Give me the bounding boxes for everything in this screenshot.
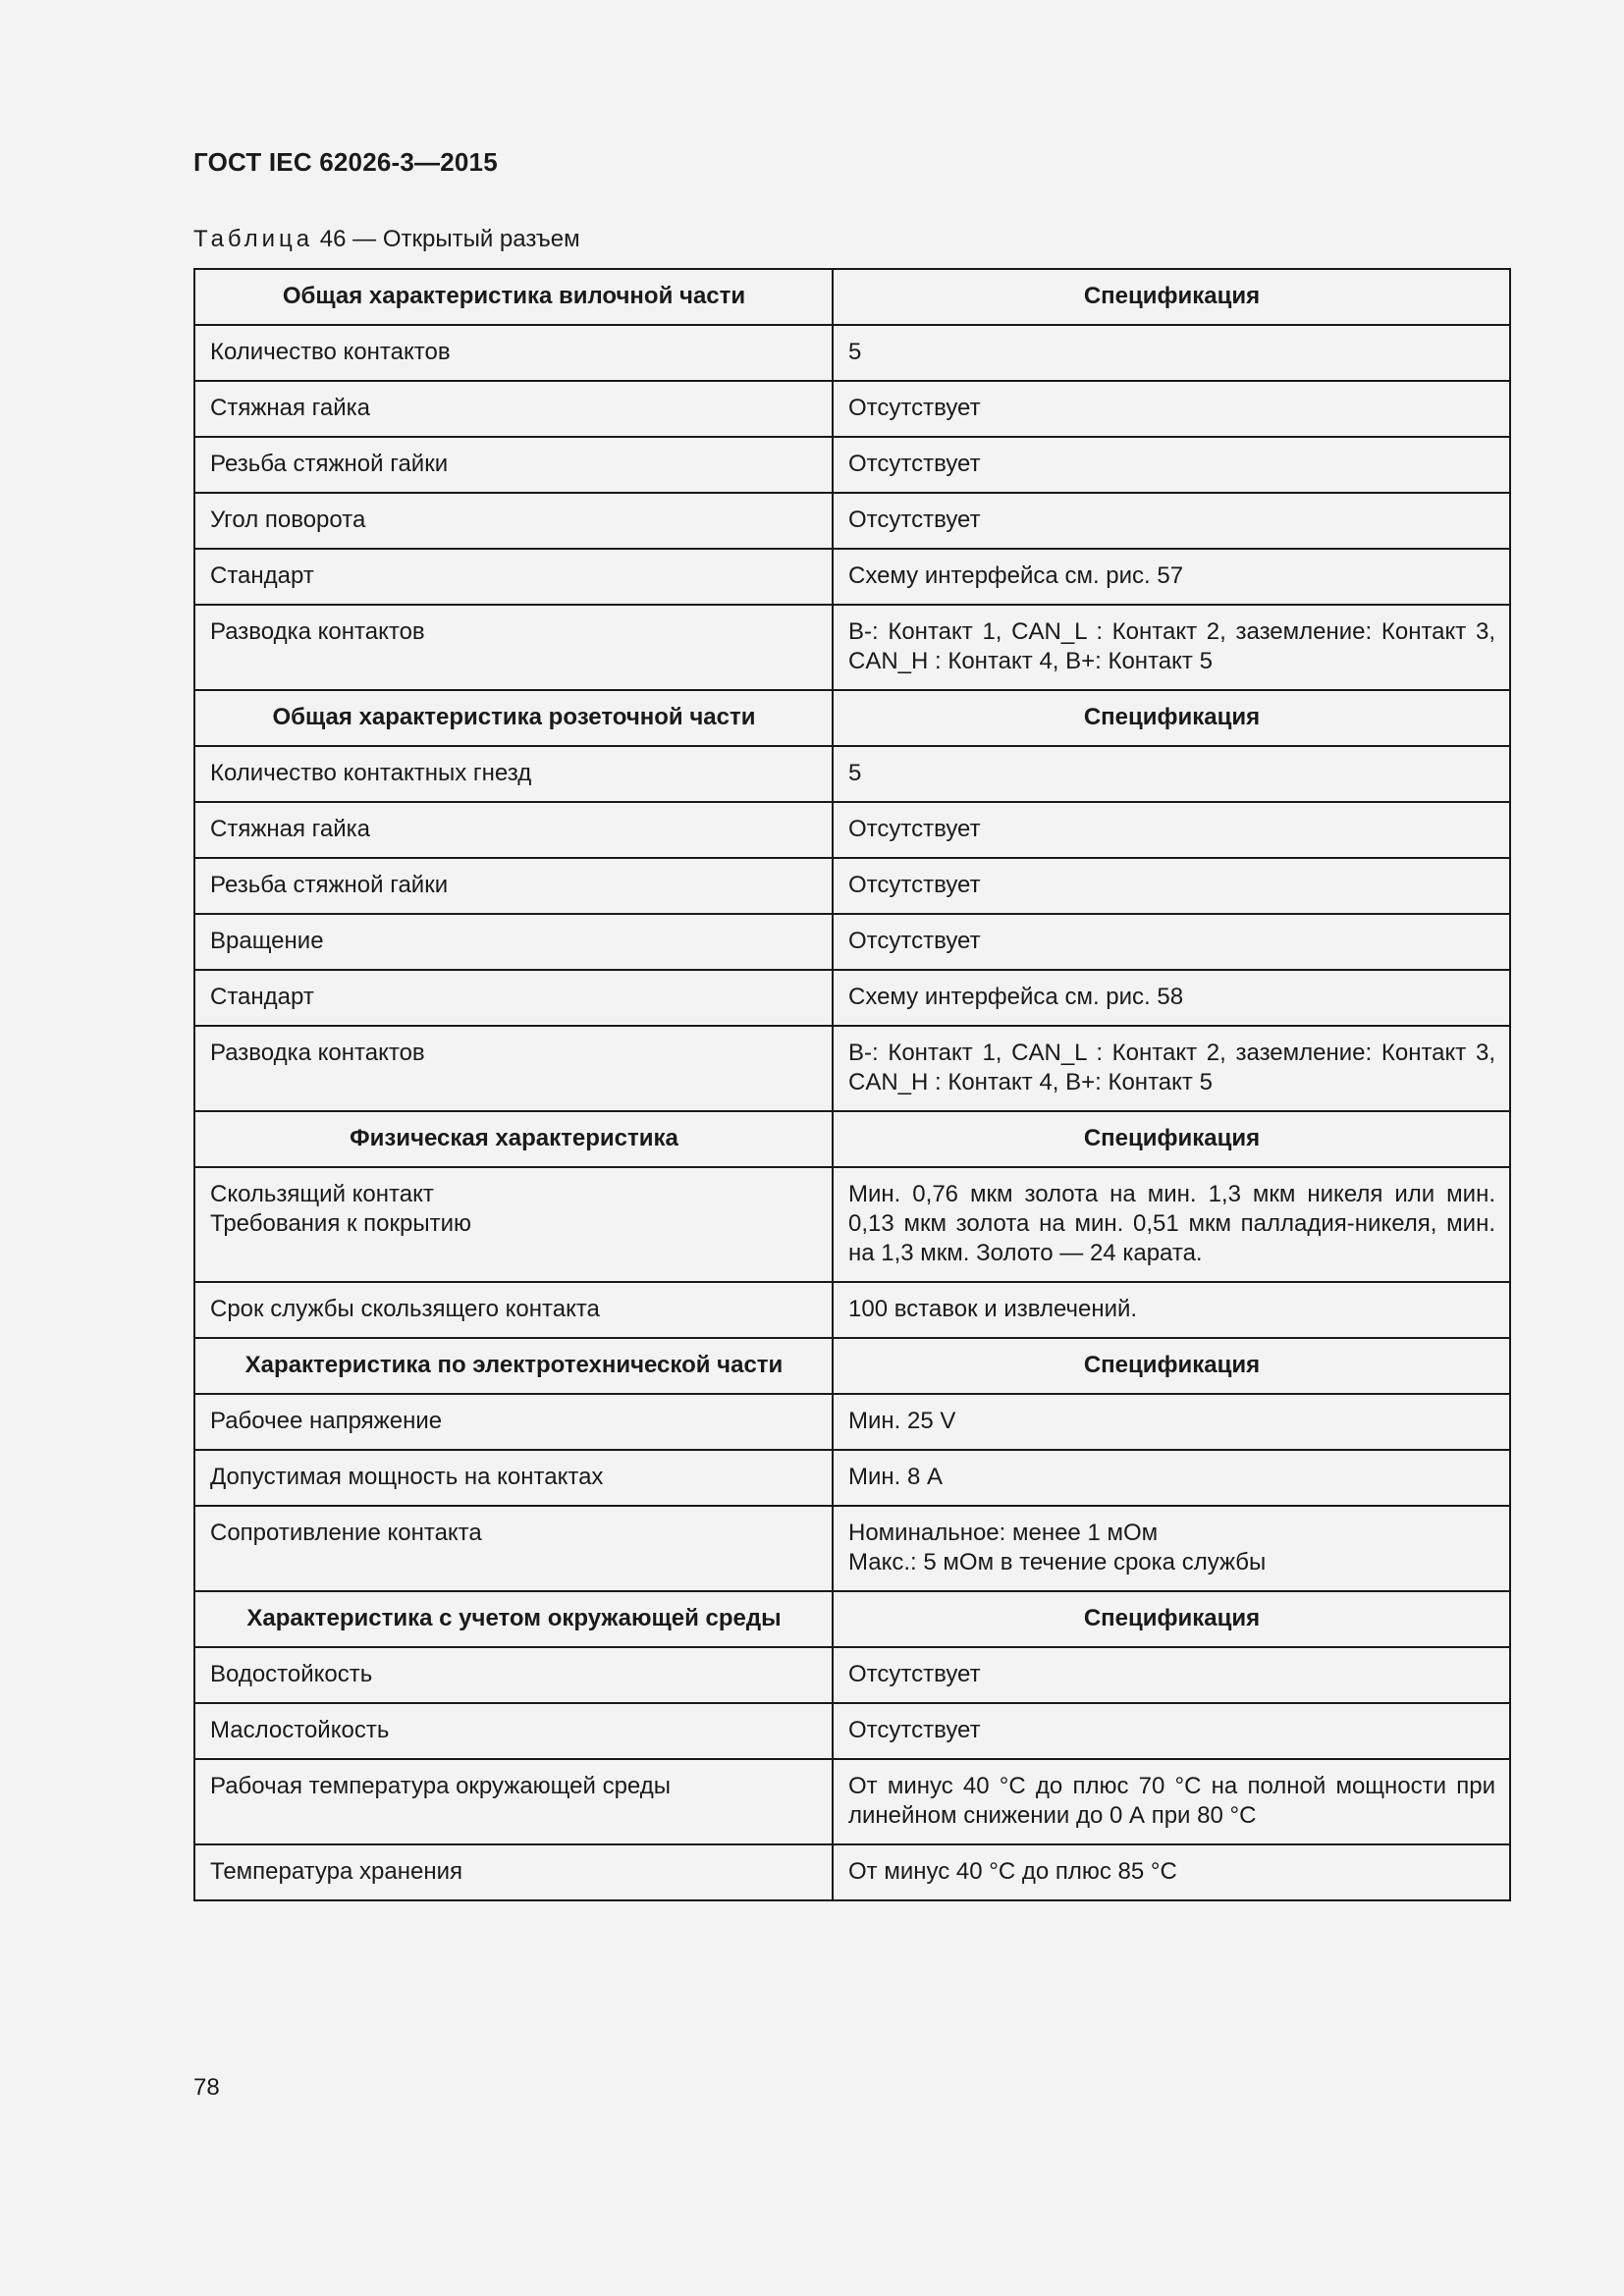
characteristic-cell: Резьба стяжной гайки	[194, 437, 833, 493]
specification-cell: Номинальное: менее 1 мОм Макс.: 5 мОм в течение срока службы	[833, 1506, 1510, 1591]
characteristic-cell: Разводка контактов	[194, 1026, 833, 1111]
spec-table	[193, 268, 1511, 1901]
table-row	[194, 1026, 1510, 1111]
section-spec-heading: Спецификация	[833, 690, 1510, 746]
table-caption-prefix: Таблица	[193, 226, 314, 252]
table-row	[194, 1167, 1510, 1282]
spec-table-body	[194, 269, 1510, 1900]
specification-cell: Отсутствует	[833, 381, 1510, 437]
section-header-row	[194, 690, 1510, 746]
characteristic-cell: Угол поворота	[194, 493, 833, 549]
section-spec-heading: Спецификация	[833, 1111, 1510, 1167]
characteristic-cell: Резьба стяжной гайки	[194, 858, 833, 914]
characteristic-cell: Рабочее напряжение	[194, 1394, 833, 1450]
specification-cell: Мин. 25 V	[833, 1394, 1510, 1450]
specification-cell: Мин. 0,76 мкм золота на мин. 1,3 мкм никеля или мин. 0,13 мкм золота на мин. 0,51 мкм палладия-никеля, мин. на 1,3 мкм. Золото — 24 карата.	[833, 1167, 1510, 1282]
section-heading: Характеристика с учетом окружающей среды	[194, 1591, 833, 1647]
characteristic-cell: Водостойкость	[194, 1647, 833, 1703]
section-heading: Характеристика по электротехнической части	[194, 1338, 833, 1394]
table-row	[194, 1759, 1510, 1844]
table-row	[194, 1450, 1510, 1506]
specification-cell: Отсутствует	[833, 802, 1510, 858]
table-row	[194, 1394, 1510, 1450]
page-number: 78	[193, 2074, 220, 2101]
table-row	[194, 914, 1510, 970]
section-header-row	[194, 269, 1510, 325]
table-row	[194, 381, 1510, 437]
specification-cell: B-: Контакт 1, CAN_L : Контакт 2, заземление: Контакт 3, CAN_H : Контакт 4, B+: Контакт 5	[833, 605, 1510, 690]
characteristic-cell: Стяжная гайка	[194, 802, 833, 858]
specification-cell: B-: Контакт 1, CAN_L : Контакт 2, заземление: Контакт 3, CAN_H : Контакт 4, B+: Контакт 5	[833, 1026, 1510, 1111]
specification-cell: От минус 40 °С до плюс 70 °С на полной мощности при линейном снижении до 0 А при 80 °С	[833, 1759, 1510, 1844]
specification-cell: Схему интерфейса см. рис. 57	[833, 549, 1510, 605]
characteristic-cell: Допустимая мощность на контактах	[194, 1450, 833, 1506]
specification-cell: 100 вставок и извлечений.	[833, 1282, 1510, 1338]
section-header-row	[194, 1591, 1510, 1647]
table-row	[194, 1282, 1510, 1338]
characteristic-cell: Температура хранения	[194, 1844, 833, 1900]
section-header-row	[194, 1111, 1510, 1167]
characteristic-cell: Маслостойкость	[194, 1703, 833, 1759]
table-row	[194, 802, 1510, 858]
table-row	[194, 493, 1510, 549]
table-row	[194, 746, 1510, 802]
table-caption-text: 46 — Открытый разъем	[319, 226, 580, 252]
characteristic-cell: Срок службы скользящего контакта	[194, 1282, 833, 1338]
table-row	[194, 437, 1510, 493]
table-row	[194, 325, 1510, 381]
specification-cell: Отсутствует	[833, 437, 1510, 493]
table-row	[194, 605, 1510, 690]
section-spec-heading: Спецификация	[833, 269, 1510, 325]
section-spec-heading: Спецификация	[833, 1591, 1510, 1647]
characteristic-cell: Стандарт	[194, 970, 833, 1026]
specification-cell: Отсутствует	[833, 858, 1510, 914]
characteristic-cell: Количество контактов	[194, 325, 833, 381]
characteristic-cell: Стандарт	[194, 549, 833, 605]
specification-cell: Мин. 8 A	[833, 1450, 1510, 1506]
specification-cell: Отсутствует	[833, 1647, 1510, 1703]
characteristic-cell: Скользящий контакт Требования к покрытию	[194, 1167, 833, 1282]
specification-cell: 5	[833, 746, 1510, 802]
characteristic-cell: Количество контактных гнезд	[194, 746, 833, 802]
table-row	[194, 1844, 1510, 1900]
section-spec-heading: Спецификация	[833, 1338, 1510, 1394]
document-header: ГОСТ IEC 62026-3—2015	[193, 147, 498, 177]
specification-cell: Схему интерфейса см. рис. 58	[833, 970, 1510, 1026]
section-heading: Общая характеристика розеточной части	[194, 690, 833, 746]
specification-cell: От минус 40 °С до плюс 85 °С	[833, 1844, 1510, 1900]
table-row	[194, 1647, 1510, 1703]
characteristic-cell: Рабочая температура окружающей среды	[194, 1759, 833, 1844]
table-caption	[193, 226, 580, 253]
specification-cell: 5	[833, 325, 1510, 381]
table-row	[194, 970, 1510, 1026]
characteristic-cell: Разводка контактов	[194, 605, 833, 690]
characteristic-cell: Сопротивление контакта	[194, 1506, 833, 1591]
section-heading: Физическая характеристика	[194, 1111, 833, 1167]
specification-cell: Отсутствует	[833, 1703, 1510, 1759]
section-heading: Общая характеристика вилочной части	[194, 269, 833, 325]
table-row	[194, 1506, 1510, 1591]
table-row	[194, 1703, 1510, 1759]
table-row	[194, 549, 1510, 605]
characteristic-cell: Стяжная гайка	[194, 381, 833, 437]
specification-cell: Отсутствует	[833, 493, 1510, 549]
section-header-row	[194, 1338, 1510, 1394]
table-row	[194, 858, 1510, 914]
characteristic-cell: Вращение	[194, 914, 833, 970]
specification-cell: Отсутствует	[833, 914, 1510, 970]
